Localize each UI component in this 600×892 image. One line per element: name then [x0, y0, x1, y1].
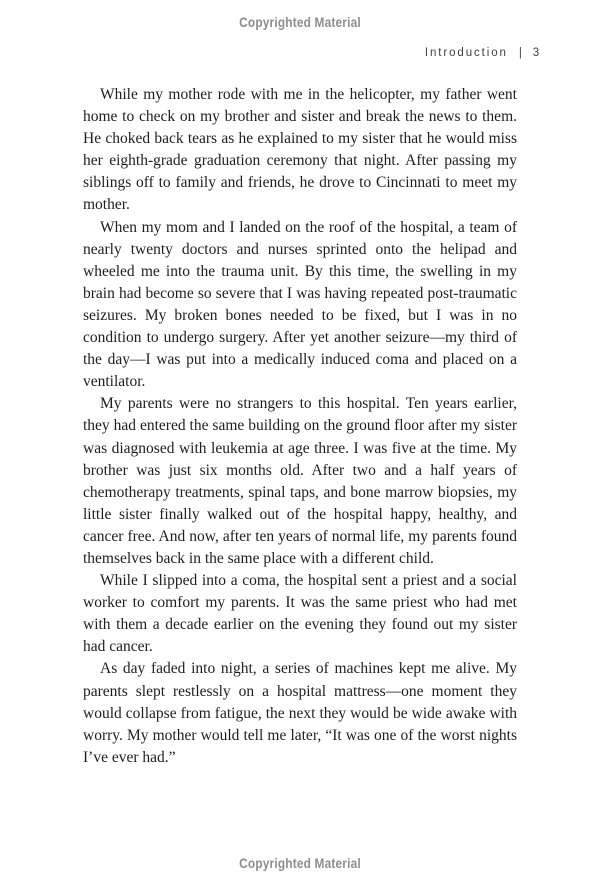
body-text	[83, 84, 517, 769]
paragraph: While my mother rode with me in the helicopter, my father went home to check on my brother and sister and break the news to them. He choked back tears as he explained to my sister that he would miss her eighth-grade graduation ceremony that night. After passing my siblings off to family and friends, he drove to Cincinnati to meet my mother.	[83, 86, 517, 214]
copyright-watermark-top: Copyrighted Material	[239, 15, 361, 30]
paragraph: My parents were no strangers to this hospital. Ten years earlier, they had entered the same building on the ground floor after my sister was diagnosed with leukemia at age three. I was five at the time. My brother was just six months old. After two and a half years of chemotherapy treatments, spinal taps, and bone marrow biopsies, my little sister finally walked out of the hospital happy, healthy, and cancer free. And now, after ten years of normal life, my parents found themselves back in the same place with a different child.	[83, 395, 517, 567]
paragraph: As day faded into night, a series of machines kept me alive. My parents slept restlessly on a hospital mattress—one moment they would collapse from fatigue, the next they would be wide awake with worry. My mother would tell me later, “It was one of the worst nights I’ve ever had.”	[83, 660, 517, 766]
paragraph: While I slipped into a coma, the hospital sent a priest and a social worker to comfort my parents. It was the same priest who had met with them a decade earlier on the evening they found out my sister had cancer.	[83, 572, 517, 656]
chapter-title: Introduction	[424, 47, 508, 59]
copyright-watermark-bottom: Copyrighted Material	[239, 856, 361, 871]
paragraph: When my mom and I landed on the roof of the hospital, a team of nearly twenty doctors and nurses sprinted onto the helipad and wheeled me into the trauma unit. By this time, the swelling in my brain had become so severe that I was having repeated post-traumatic seizures. My broken bones needed to be fixed, but I was in no condition to undergo surgery. After yet another seizure—my third of the day—I was put into a medically induced coma and placed on a ventilator.	[83, 218, 517, 391]
running-header	[425, 47, 541, 59]
page-number: 3	[532, 47, 541, 59]
header-separator: |	[518, 47, 524, 59]
